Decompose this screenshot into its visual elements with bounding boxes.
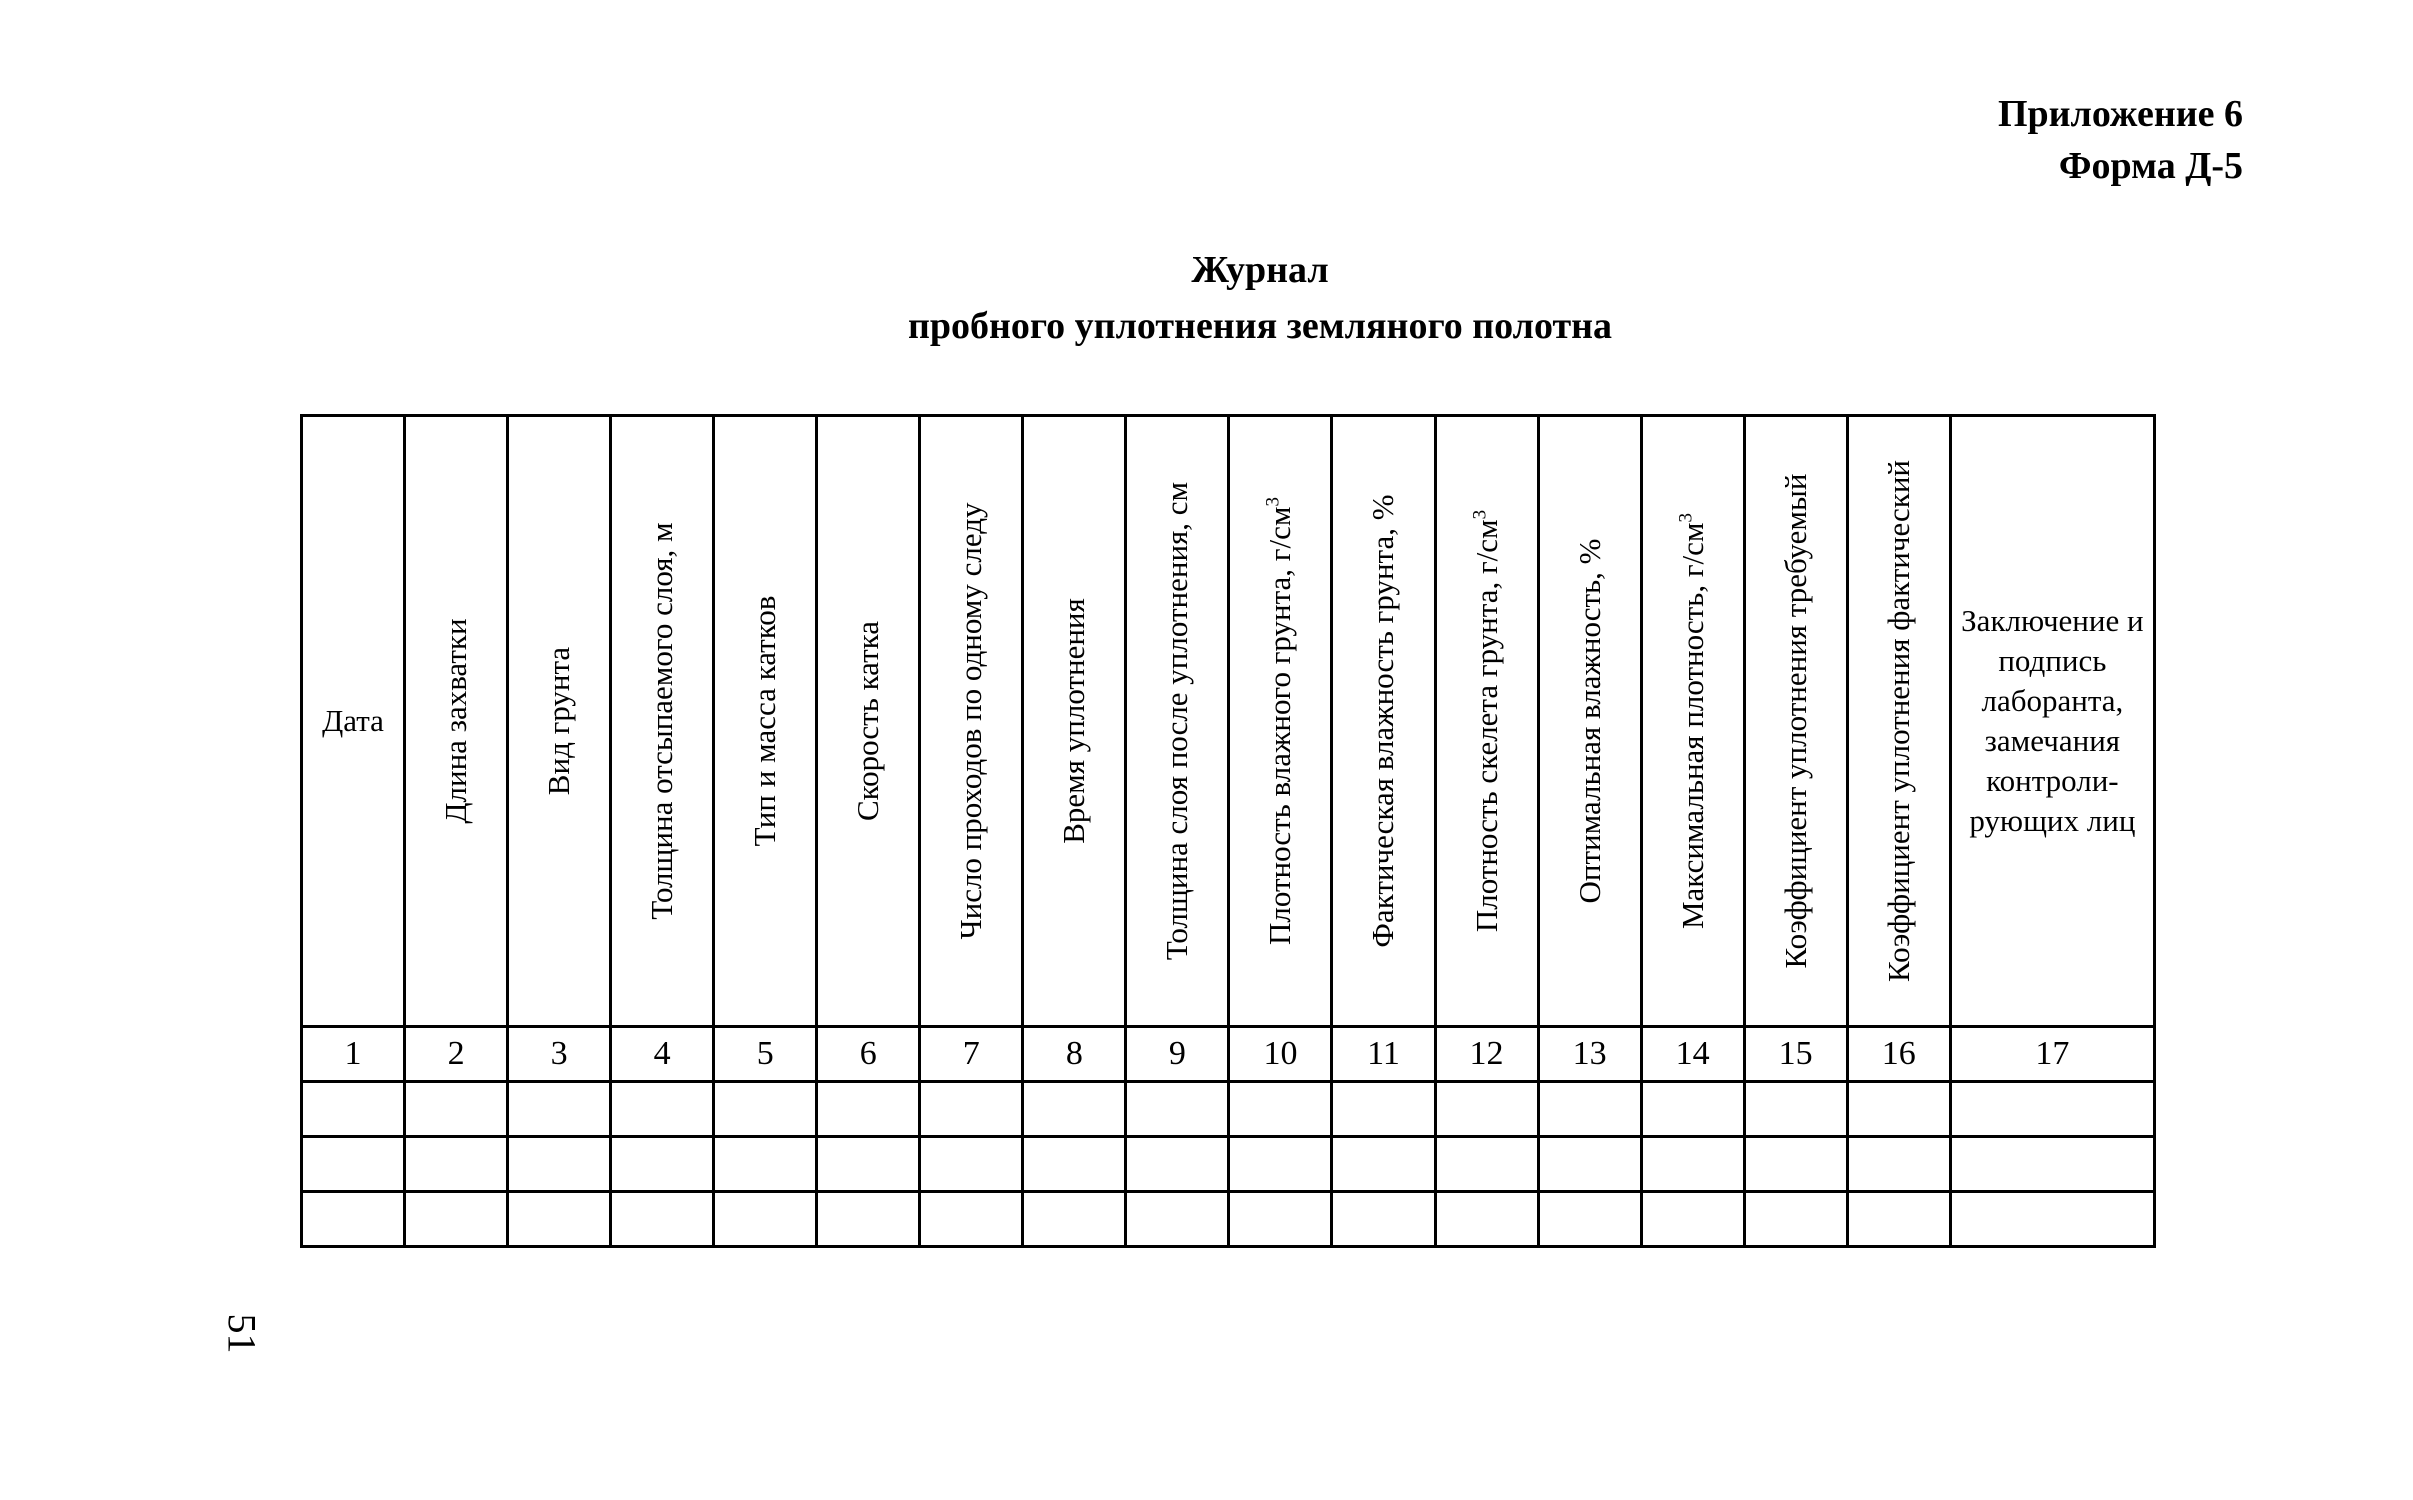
appendix-label bbox=[1998, 88, 2243, 192]
header-cell-17 bbox=[1950, 416, 2154, 1027]
column-number: 13 bbox=[1538, 1027, 1641, 1082]
blank-cell bbox=[405, 1082, 508, 1137]
blank-cell bbox=[920, 1192, 1023, 1247]
blank-cell bbox=[611, 1137, 714, 1192]
blank-cell bbox=[1744, 1137, 1847, 1192]
table-row bbox=[302, 1082, 2155, 1137]
blank-cell bbox=[1023, 1192, 1126, 1247]
blank-cell bbox=[302, 1192, 405, 1247]
table-row bbox=[302, 1137, 2155, 1192]
header-date: Дата bbox=[322, 703, 384, 738]
blank-cell bbox=[1435, 1082, 1538, 1137]
header-cell-12 bbox=[1435, 416, 1538, 1027]
header-cell-10 bbox=[1229, 416, 1332, 1027]
blank-cell bbox=[1744, 1192, 1847, 1247]
journal-table bbox=[300, 414, 2156, 1248]
blank-cell bbox=[1950, 1137, 2154, 1192]
table-row bbox=[302, 1192, 2155, 1247]
blank-cell bbox=[405, 1192, 508, 1247]
blank-cell bbox=[920, 1082, 1023, 1137]
column-number: 5 bbox=[714, 1027, 817, 1082]
appendix-number: Приложение 6 bbox=[1997, 93, 2243, 135]
blank-cell bbox=[1847, 1082, 1950, 1137]
page-number: 51 bbox=[219, 1313, 265, 1354]
header-cell-11 bbox=[1332, 416, 1435, 1027]
blank-cell bbox=[1332, 1082, 1435, 1137]
blank-cell bbox=[1435, 1137, 1538, 1192]
blank-cell bbox=[1950, 1192, 2154, 1247]
blank-cell bbox=[714, 1137, 817, 1192]
blank-cell bbox=[1847, 1137, 1950, 1192]
form-code: Форма Д-5 bbox=[2058, 145, 2243, 187]
blank-cell bbox=[1126, 1082, 1229, 1137]
header-soil-type: Вид грунта bbox=[541, 646, 577, 796]
column-number: 7 bbox=[920, 1027, 1023, 1082]
header-cell-8 bbox=[1023, 416, 1126, 1027]
header-cell-16 bbox=[1847, 416, 1950, 1027]
document-title bbox=[0, 242, 2413, 354]
header-cell-15 bbox=[1744, 416, 1847, 1027]
column-number: 3 bbox=[508, 1027, 611, 1082]
blank-cell bbox=[1229, 1137, 1332, 1192]
blank-cell bbox=[1538, 1192, 1641, 1247]
column-number: 6 bbox=[817, 1027, 920, 1082]
blank-cell bbox=[1332, 1137, 1435, 1192]
header-section-length: Длина захватки bbox=[438, 618, 474, 824]
blank-cell bbox=[508, 1137, 611, 1192]
header-max-density: Максимальная плотность, $г/см^3$ bbox=[1674, 512, 1710, 930]
header-layer-thickness: Толщина отсыпаемого слоя, м bbox=[644, 522, 680, 920]
header-roller-speed: Скорость катка bbox=[850, 620, 886, 822]
column-number: 4 bbox=[611, 1027, 714, 1082]
blank-cell bbox=[302, 1082, 405, 1137]
column-number: 14 bbox=[1641, 1027, 1744, 1082]
blank-cell bbox=[1023, 1082, 1126, 1137]
column-number: 17 bbox=[1950, 1027, 2154, 1082]
column-number-row bbox=[302, 1027, 2155, 1082]
blank-cell bbox=[1538, 1137, 1641, 1192]
blank-cell bbox=[1641, 1082, 1744, 1137]
blank-cell bbox=[508, 1082, 611, 1137]
header-compaction-time: Время уплотнения bbox=[1056, 598, 1092, 844]
blank-cell bbox=[817, 1192, 920, 1247]
blank-cell bbox=[611, 1082, 714, 1137]
blank-cell bbox=[1641, 1137, 1744, 1192]
header-cell-14 bbox=[1641, 416, 1744, 1027]
header-required-coefficient: Коэффициент уплотнения требуемый bbox=[1777, 473, 1813, 969]
blank-cell bbox=[405, 1137, 508, 1192]
header-actual-moisture: Фактическая влажность грунта, % bbox=[1365, 494, 1401, 948]
blank-cell bbox=[1641, 1192, 1744, 1247]
header-cell-9 bbox=[1126, 416, 1229, 1027]
blank-cell bbox=[1744, 1082, 1847, 1137]
title-line-2: пробного уплотнения земляного полотна bbox=[907, 305, 1613, 347]
header-dry-density: Плотность скелета грунта, $г/см^3$ bbox=[1468, 509, 1504, 933]
blank-cell bbox=[1538, 1082, 1641, 1137]
blank-cell bbox=[1435, 1192, 1538, 1247]
header-cell-5 bbox=[714, 416, 817, 1027]
blank-cell bbox=[611, 1192, 714, 1247]
header-row bbox=[302, 416, 2155, 1027]
blank-cell bbox=[1229, 1192, 1332, 1247]
column-number: 1 bbox=[302, 1027, 405, 1082]
column-number: 9 bbox=[1126, 1027, 1229, 1082]
column-number: 15 bbox=[1744, 1027, 1847, 1082]
blank-cell bbox=[1229, 1082, 1332, 1137]
column-number: 10 bbox=[1229, 1027, 1332, 1082]
blank-cell bbox=[817, 1082, 920, 1137]
column-number: 2 bbox=[405, 1027, 508, 1082]
title-line-1: Журнал bbox=[1191, 249, 1329, 291]
header-cell-2 bbox=[405, 416, 508, 1027]
column-number: 12 bbox=[1435, 1027, 1538, 1082]
blank-cell bbox=[508, 1192, 611, 1247]
blank-cell bbox=[817, 1137, 920, 1192]
header-cell-4 bbox=[611, 416, 714, 1027]
header-conclusion-signature: Заключение и подпись лаборанта, замечания контроли-рующих лиц bbox=[1961, 603, 2144, 838]
header-roller-type-mass: Тип и масса катков bbox=[747, 595, 783, 847]
header-cell-1 bbox=[302, 416, 405, 1027]
header-layer-after-compaction: Толщина слоя после уплотнения, см bbox=[1159, 481, 1195, 961]
blank-cell bbox=[714, 1192, 817, 1247]
blank-cell bbox=[1126, 1137, 1229, 1192]
column-number: 11 bbox=[1332, 1027, 1435, 1082]
blank-cell bbox=[1950, 1082, 2154, 1137]
header-cell-7 bbox=[920, 416, 1023, 1027]
blank-cell bbox=[1847, 1192, 1950, 1247]
header-optimal-moisture: Оптимальная влажность, % bbox=[1571, 538, 1607, 904]
blank-cell bbox=[1126, 1192, 1229, 1247]
header-wet-density: Плотность влажного грунта, $г/см^3$ bbox=[1262, 497, 1298, 945]
column-number: 8 bbox=[1023, 1027, 1126, 1082]
header-actual-coefficient: Коэффициент уплотнения фактический bbox=[1880, 459, 1916, 983]
blank-cell bbox=[1023, 1137, 1126, 1192]
blank-cell bbox=[714, 1082, 817, 1137]
header-cell-13 bbox=[1538, 416, 1641, 1027]
blank-cell bbox=[302, 1137, 405, 1192]
header-cell-3 bbox=[508, 416, 611, 1027]
header-cell-6 bbox=[817, 416, 920, 1027]
column-number: 16 bbox=[1847, 1027, 1950, 1082]
blank-cell bbox=[920, 1137, 1023, 1192]
header-passes-count: Число проходов по одному следу bbox=[953, 502, 989, 940]
blank-cell bbox=[1332, 1192, 1435, 1247]
